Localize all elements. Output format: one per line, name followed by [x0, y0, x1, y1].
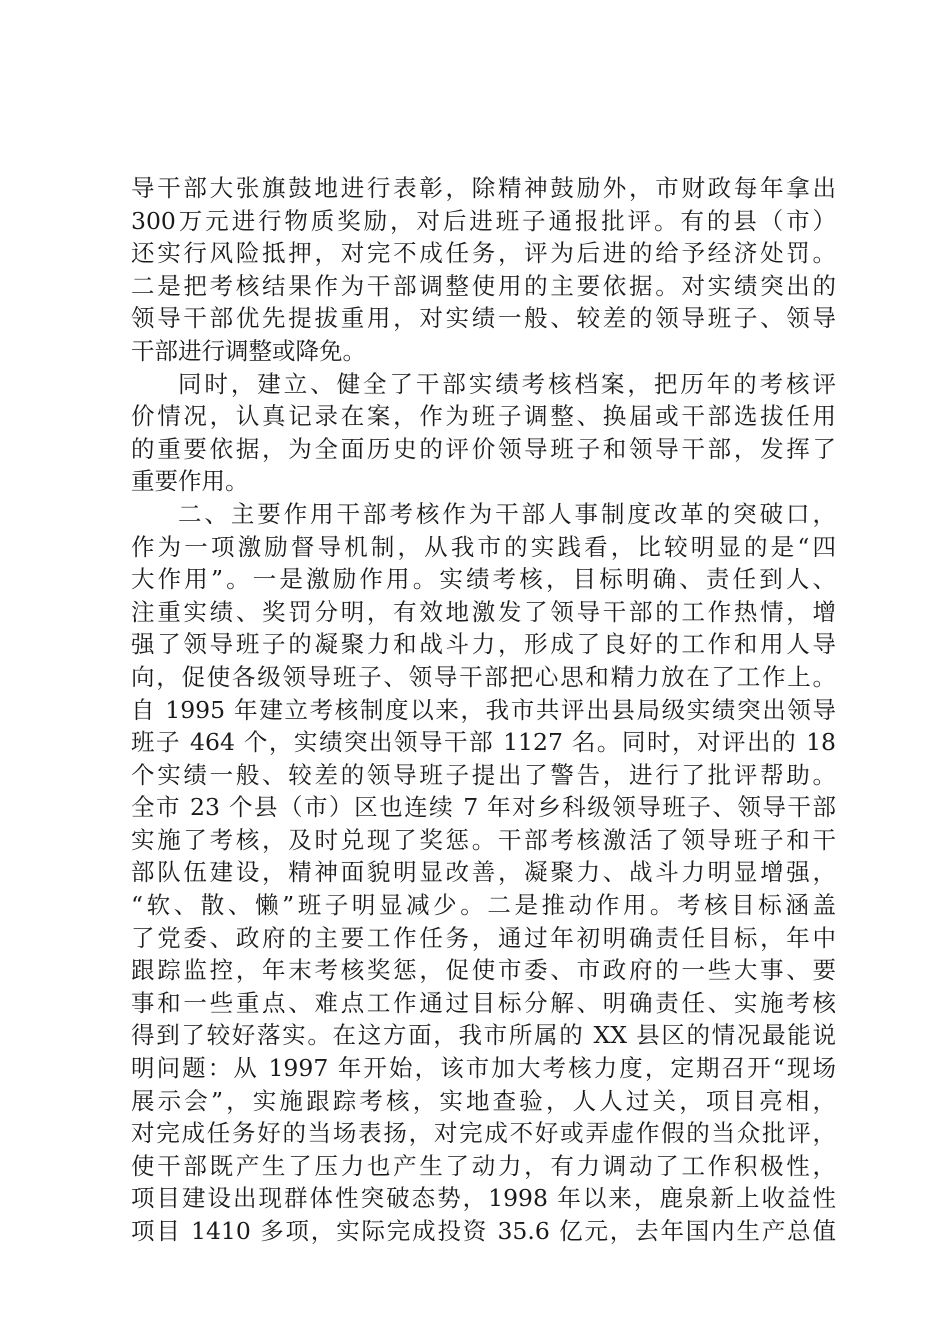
text-line: 事和一些重点、难点工作通过目标分解、明确责任、实施考核 — [131, 988, 836, 1017]
text-line: 全市 23 个县（市）区也连续 7 年对乡科级领导班子、领导干部 — [131, 793, 836, 822]
text-line: 部队伍建设，精神面貌明显改善，凝聚力、战斗力明显增强， — [131, 858, 836, 887]
text-line: 对完成任务好的当场表扬，对完成不好或弄虚作假的当众批评， — [131, 1119, 836, 1148]
text-line: 作为一项激励督导机制，从我市的实践看，比较明显的是“四 — [131, 532, 836, 561]
text-line: 强了领导班子的凝聚力和战斗力，形成了良好的工作和用人导 — [131, 630, 836, 659]
text-line: 向，促使各级领导班子、领导干部把心思和精力放在了工作上。 — [131, 662, 836, 691]
text-line: 同时，建立、健全了干部实绩考核档案，把历年的考核评 — [178, 369, 836, 398]
text-line: 还实行风险抵押，对完不成任务，评为后进的给予经济处罚。 — [131, 239, 836, 268]
text-line: 二是把考核结果作为干部调整使用的主要依据。对实绩突出的 — [131, 271, 836, 300]
text-line: “软、散、懒”班子明显减少。二是推动作用。考核目标涵盖 — [131, 891, 836, 920]
text-line: 个实绩一般、较差的领导班子提出了警告，进行了批评帮助。 — [131, 760, 836, 789]
text-line: 价情况，认真记录在案，作为班子调整、换届或干部选拔任用 — [131, 402, 836, 431]
text-line: 项目建设出现群体性突破态势，1998 年以来，鹿泉新上收益性 — [131, 1184, 836, 1213]
text-line: 项目 1410 多项，实际完成投资 35.6 亿元，去年国内生产总值 — [131, 1217, 836, 1245]
text-line: 得到了较好落实。在这方面，我市所属的 XX 县区的情况最能说 — [131, 1021, 836, 1050]
text-line: 使干部既产生了压力也产生了动力，有力调动了工作积极性， — [131, 1151, 836, 1180]
body-text — [131, 172, 836, 1248]
text-line: 跟踪监控，年末考核奖惩，促使市委、市政府的一些大事、要 — [131, 956, 836, 985]
text-line: 了党委、政府的主要工作任务，通过年初明确责任目标，年中 — [131, 923, 836, 952]
text-line: 300万元进行物质奖励，对后进班子通报批评。有的县（市） — [131, 206, 836, 235]
text-line: 展示会”，实施跟踪考核，实地查验，人人过关，项目亮相， — [131, 1086, 836, 1115]
text-line: 领导干部优先提拔重用，对实绩一般、较差的领导班子、领导 — [131, 304, 836, 333]
text-line: 重要作用。 — [131, 467, 249, 496]
text-line: 班子 464 个，实绩突出领导干部 1127 名。同时，对评出的 18 — [131, 728, 836, 757]
text-line: 的重要依据，为全面历史的评价领导班子和领导干部，发挥了 — [131, 434, 836, 463]
text-line: 自 1995 年建立考核制度以来，我市共评出县局级实绩突出领导 — [131, 695, 836, 724]
text-line: 实施了考核，及时兑现了奖惩。干部考核激活了领导班子和干 — [131, 825, 836, 854]
text-line: 导干部大张旗鼓地进行表彰，除精神鼓励外，市财政每年拿出 — [131, 174, 836, 202]
text-line: 干部进行调整或降免。 — [131, 336, 366, 365]
text-line: 大作用”。一是激励作用。实绩考核，目标明确、责任到人、 — [131, 565, 836, 594]
text-line: 二、主要作用干部考核作为干部人事制度改革的突破口， — [178, 499, 836, 528]
text-line: 注重实绩、奖罚分明，有效地激发了领导干部的工作热情，增 — [131, 597, 836, 626]
text-line: 明问题：从 1997 年开始，该市加大考核力度，定期召开“现场 — [131, 1054, 836, 1083]
